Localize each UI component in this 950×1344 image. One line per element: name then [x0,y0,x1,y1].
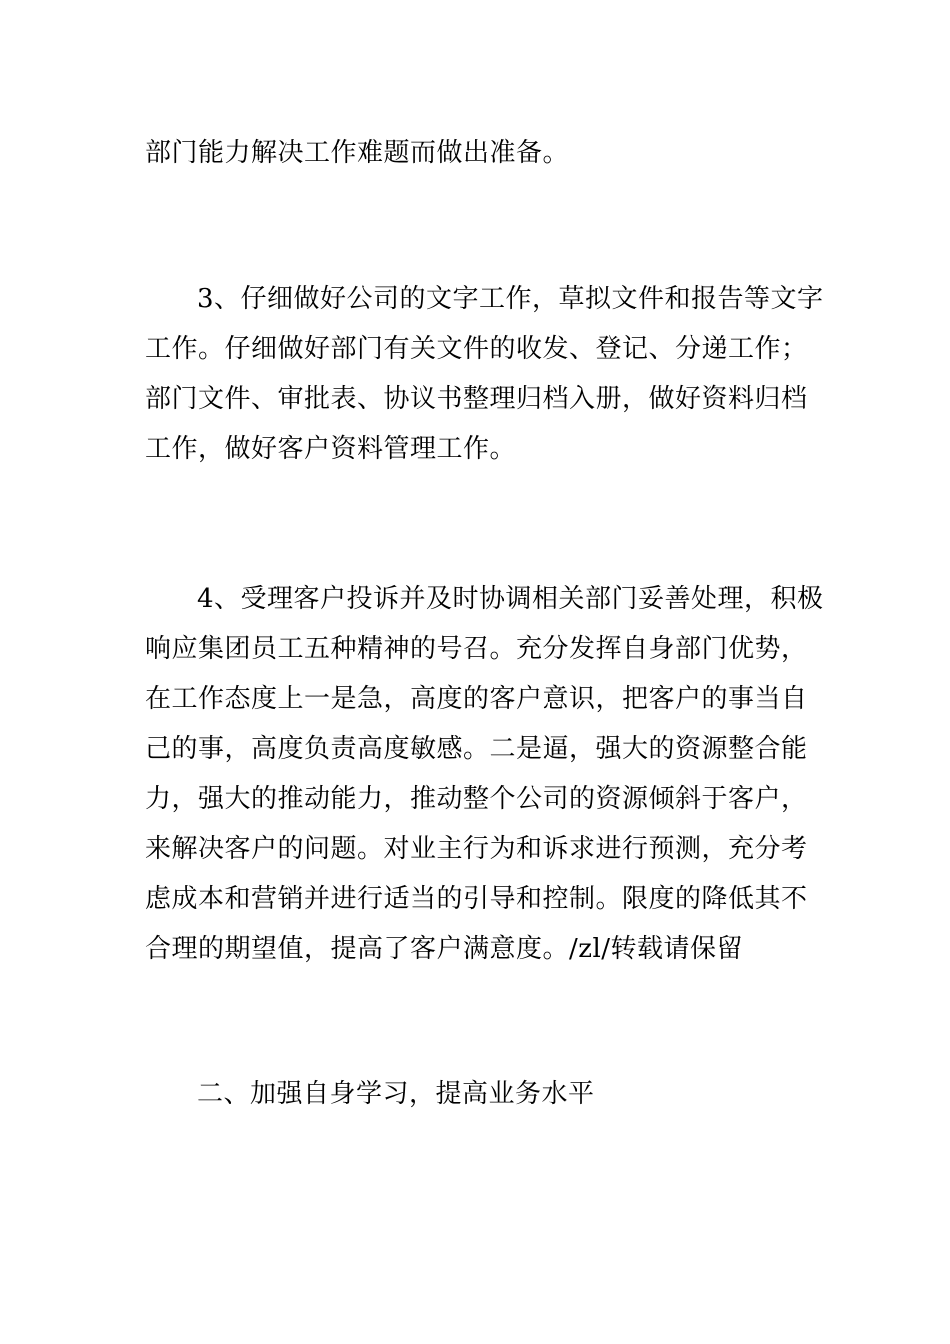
text-line: 己的事，高度负责高度敏感。二是逼，强大的资源整合能 [145,734,808,764]
text-line: 3、仔细做好公司的文字工作，草拟文件和报告等文字 [197,284,824,314]
text-line: 合理的期望值，提高了客户满意度。/zl/转载请保留 [145,934,744,964]
text-line: 在工作态度上一是急，高度的客户意识，把客户的事当自 [145,684,808,714]
text-line: 来解决客户的问题。对业主行为和诉求进行预测，充分考 [145,834,808,864]
paragraph-item-3 [145,274,824,474]
text-line: 部门文件、审批表、协议书整理归档入册，做好资料归档 [145,384,808,414]
text-line: 响应集团员工五种精神的号召。充分发挥自身部门优势， [145,634,808,664]
text-line: 工作。仔细做好部门有关文件的收发、登记、分递工作； [145,334,808,364]
paragraph-item-4 [145,574,824,974]
text-line: 工作，做好客户资料管理工作。 [145,434,517,464]
heading-text: 二、加强自身学习，提高业务水平 [197,1079,595,1109]
text-line: 4、受理客户投诉并及时协调相关部门妥善处理，积极 [197,584,824,614]
text-line: 部门能力解决工作难题而做出准备。 [145,138,570,168]
paragraph-continuation [145,128,810,178]
section-heading [145,1069,810,1119]
text-line: 虑成本和营销并进行适当的引导和控制。限度的降低其不 [145,884,808,914]
text-line: 力，强大的推动能力，推动整个公司的资源倾斜于客户， [145,784,808,814]
